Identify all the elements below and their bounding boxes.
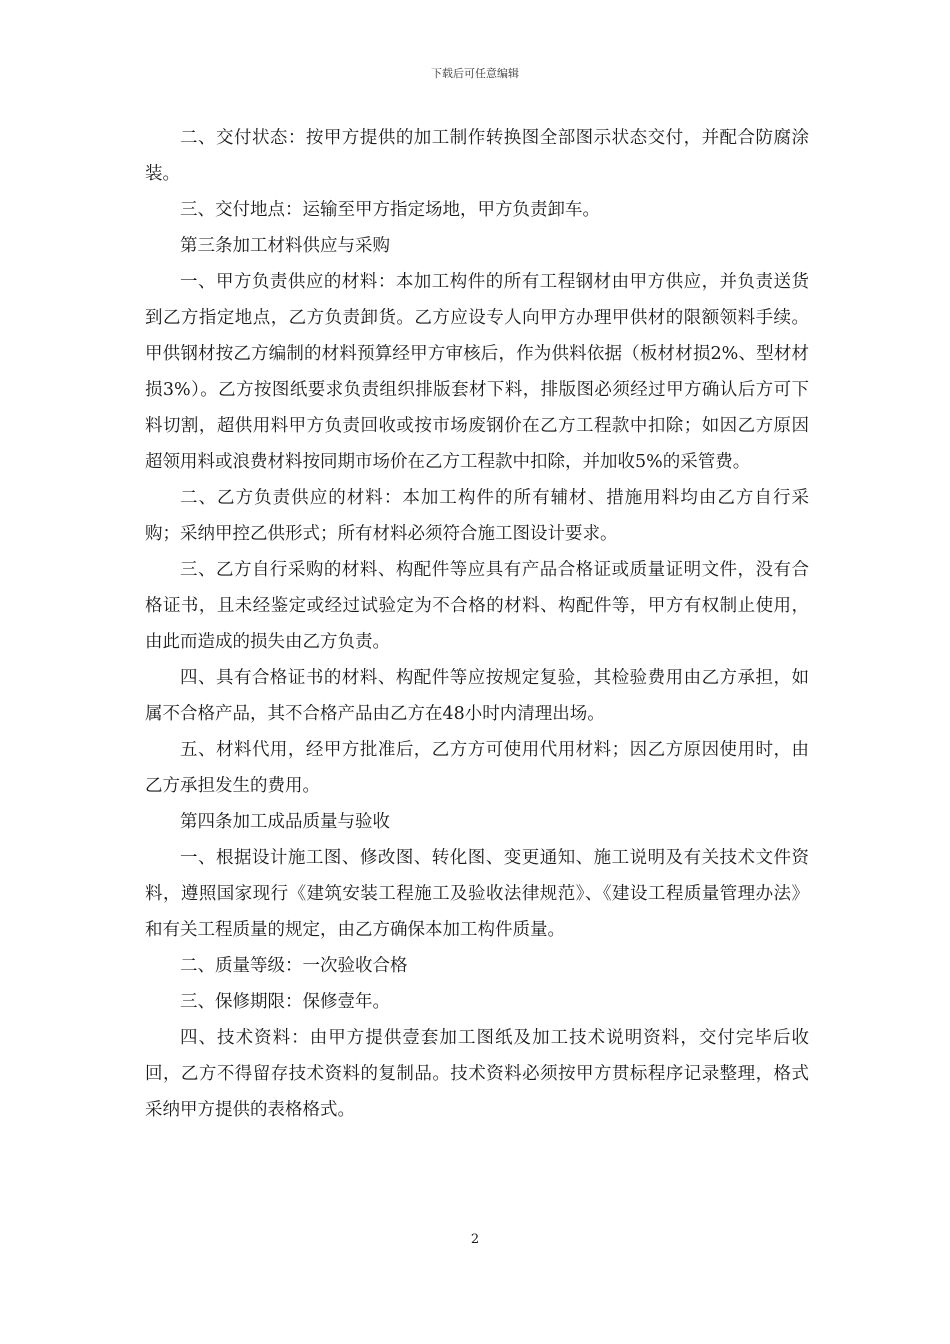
- paragraph-substitution: 五、材料代用，经甲方批准后，乙方方可使用代用材料；因乙方原因使用时，由乙方承担发生的费用。: [145, 740, 809, 796]
- paragraph-technical-documents: 四、技术资料：由甲方提供壹套加工图纸及加工技术说明资料，交付完毕后收回，乙方不得留存技术资料的复制品。技术资料必须按甲方贯标程序记录整理，格式采纳甲方提供的表格格式。: [145, 1028, 809, 1120]
- paragraph-warranty: 三、保修期限：保修壹年。: [180, 992, 390, 1012]
- page-header: 下载后可任意编辑: [431, 67, 519, 80]
- paragraph-party-a-materials: 一、甲方负责供应的材料：本加工构件的所有工程钢材由甲方供应，并负责送货到乙方指定地点，乙方负责卸货。乙方应设专人向甲方办理甲供材的限额领料手续。甲供钢材按乙方编制的材料预算经甲方审核后，作为供料依据（板材材损2%、型材材损3%）。乙方按图纸要求负责组织排版套材下料，排版图必须经过甲方确认后方可下料切割，超供用料甲方负责回收或按市场废钢价在乙方工程款中扣除；如因乙方原因超领用料或浪费材料按同期市场价在乙方工程款中扣除，并加收5%的采管费。: [145, 272, 809, 472]
- paragraph-delivery-location: 三、交付地点：运输至甲方指定场地，甲方负责卸车。: [180, 200, 600, 220]
- section-heading-article-3: 第三条加工材料供应与采购: [180, 236, 390, 256]
- paragraph-reinspection: 四、具有合格证书的材料、构配件等应按规定复验，其检验费用由乙方承担，如属不合格产品，其不合格产品由乙方在48小时内清理出场。: [145, 668, 809, 724]
- document-body: [145, 120, 809, 1128]
- section-heading-article-4: 第四条加工成品质量与验收: [180, 812, 390, 832]
- paragraph-delivery-status: 二、交付状态：按甲方提供的加工制作转换图全部图示状态交付，并配合防腐涂装。: [145, 128, 809, 184]
- page-number: 2: [470, 1232, 480, 1247]
- paragraph-party-b-materials: 二、乙方负责供应的材料：本加工构件的所有辅材、措施用料均由乙方自行采购；采纳甲控乙供形式；所有材料必须符合施工图设计要求。: [145, 488, 809, 544]
- paragraph-certificates: 三、乙方自行采购的材料、构配件等应具有产品合格证或质量证明文件，没有合格证书，且未经鉴定或经过试验定为不合格的材料、构配件等，甲方有权制止使用，由此而造成的损失由乙方负责。: [145, 560, 809, 652]
- paragraph-quality-grade: 二、质量等级：一次验收合格: [180, 956, 408, 976]
- paragraph-quality-basis: 一、根据设计施工图、修改图、转化图、变更通知、施工说明及有关技术文件资料，遵照国家现行《建筑安装工程施工及验收法律规范》、《建设工程质量管理办法》和有关工程质量的规定，由乙方确保本加工构件质量。: [145, 848, 809, 940]
